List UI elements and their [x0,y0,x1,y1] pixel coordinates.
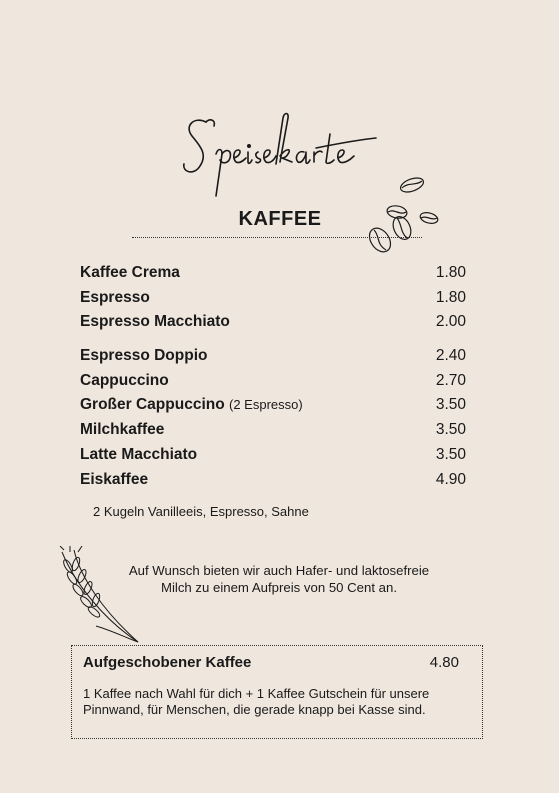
menu-item [80,446,466,471]
menu-item [80,471,466,496]
special-price: 4.80 [429,654,459,671]
item-price: 2.40 [435,347,466,365]
special-offer-header [83,654,459,671]
milk-info-line: Milch zu einem Aufpreis von 50 Cent an. [160,580,398,595]
item-price: 2.70 [435,371,466,389]
item-name: Eiskaffee [80,470,149,488]
menu-item [80,264,466,289]
item-name: Espresso [80,288,150,306]
item-price: 3.50 [435,421,466,439]
menu-item [80,313,466,338]
item-name: Milchkaffee [80,421,165,439]
item-name: Espresso Macchiato [80,313,230,331]
item-name: Cappuccino [80,371,169,389]
item-note: (2 Espresso) [229,397,303,413]
menu-item [80,421,466,446]
special-name: Aufgeschobener Kaffee [83,654,252,671]
menu-item [80,372,466,397]
menu-list [80,264,466,495]
milk-info-line: Auf Wunsch bieten wir auch Hafer- und laktosefreie [128,563,430,578]
item-price: 2.00 [435,313,466,331]
item-name: Latte Macchiato [80,445,198,463]
wheat-icon [56,546,146,646]
item-name-group [80,396,303,414]
item-price: 3.50 [435,396,466,414]
item-price: 1.80 [435,264,466,281]
menu-item [80,289,466,314]
item-price: 1.80 [435,288,466,306]
coffee-beans-icon [362,170,452,260]
item-name: Großer Cappuccino [80,396,225,414]
menu-item [80,396,466,421]
special-description: 1 Kaffee nach Wahl für dich + 1 Kaffee Gutschein für unsere Pinnwand, für Menschen, die gerade knapp bei Kasse sind. [83,686,430,717]
item-name: Espresso Doppio [80,347,208,365]
section-title: KAFFEE [238,208,322,230]
item-price: 3.50 [435,445,466,463]
title-divider [132,237,422,238]
menu-item [80,347,466,372]
item-name: Kaffee Crema [80,264,180,281]
eiskaffee-description: 2 Kugeln Vanilleeis, Espresso, Sahne [93,504,309,519]
special-offer-box [71,645,483,739]
milk-info [100,562,458,596]
item-price: 4.90 [435,470,466,488]
